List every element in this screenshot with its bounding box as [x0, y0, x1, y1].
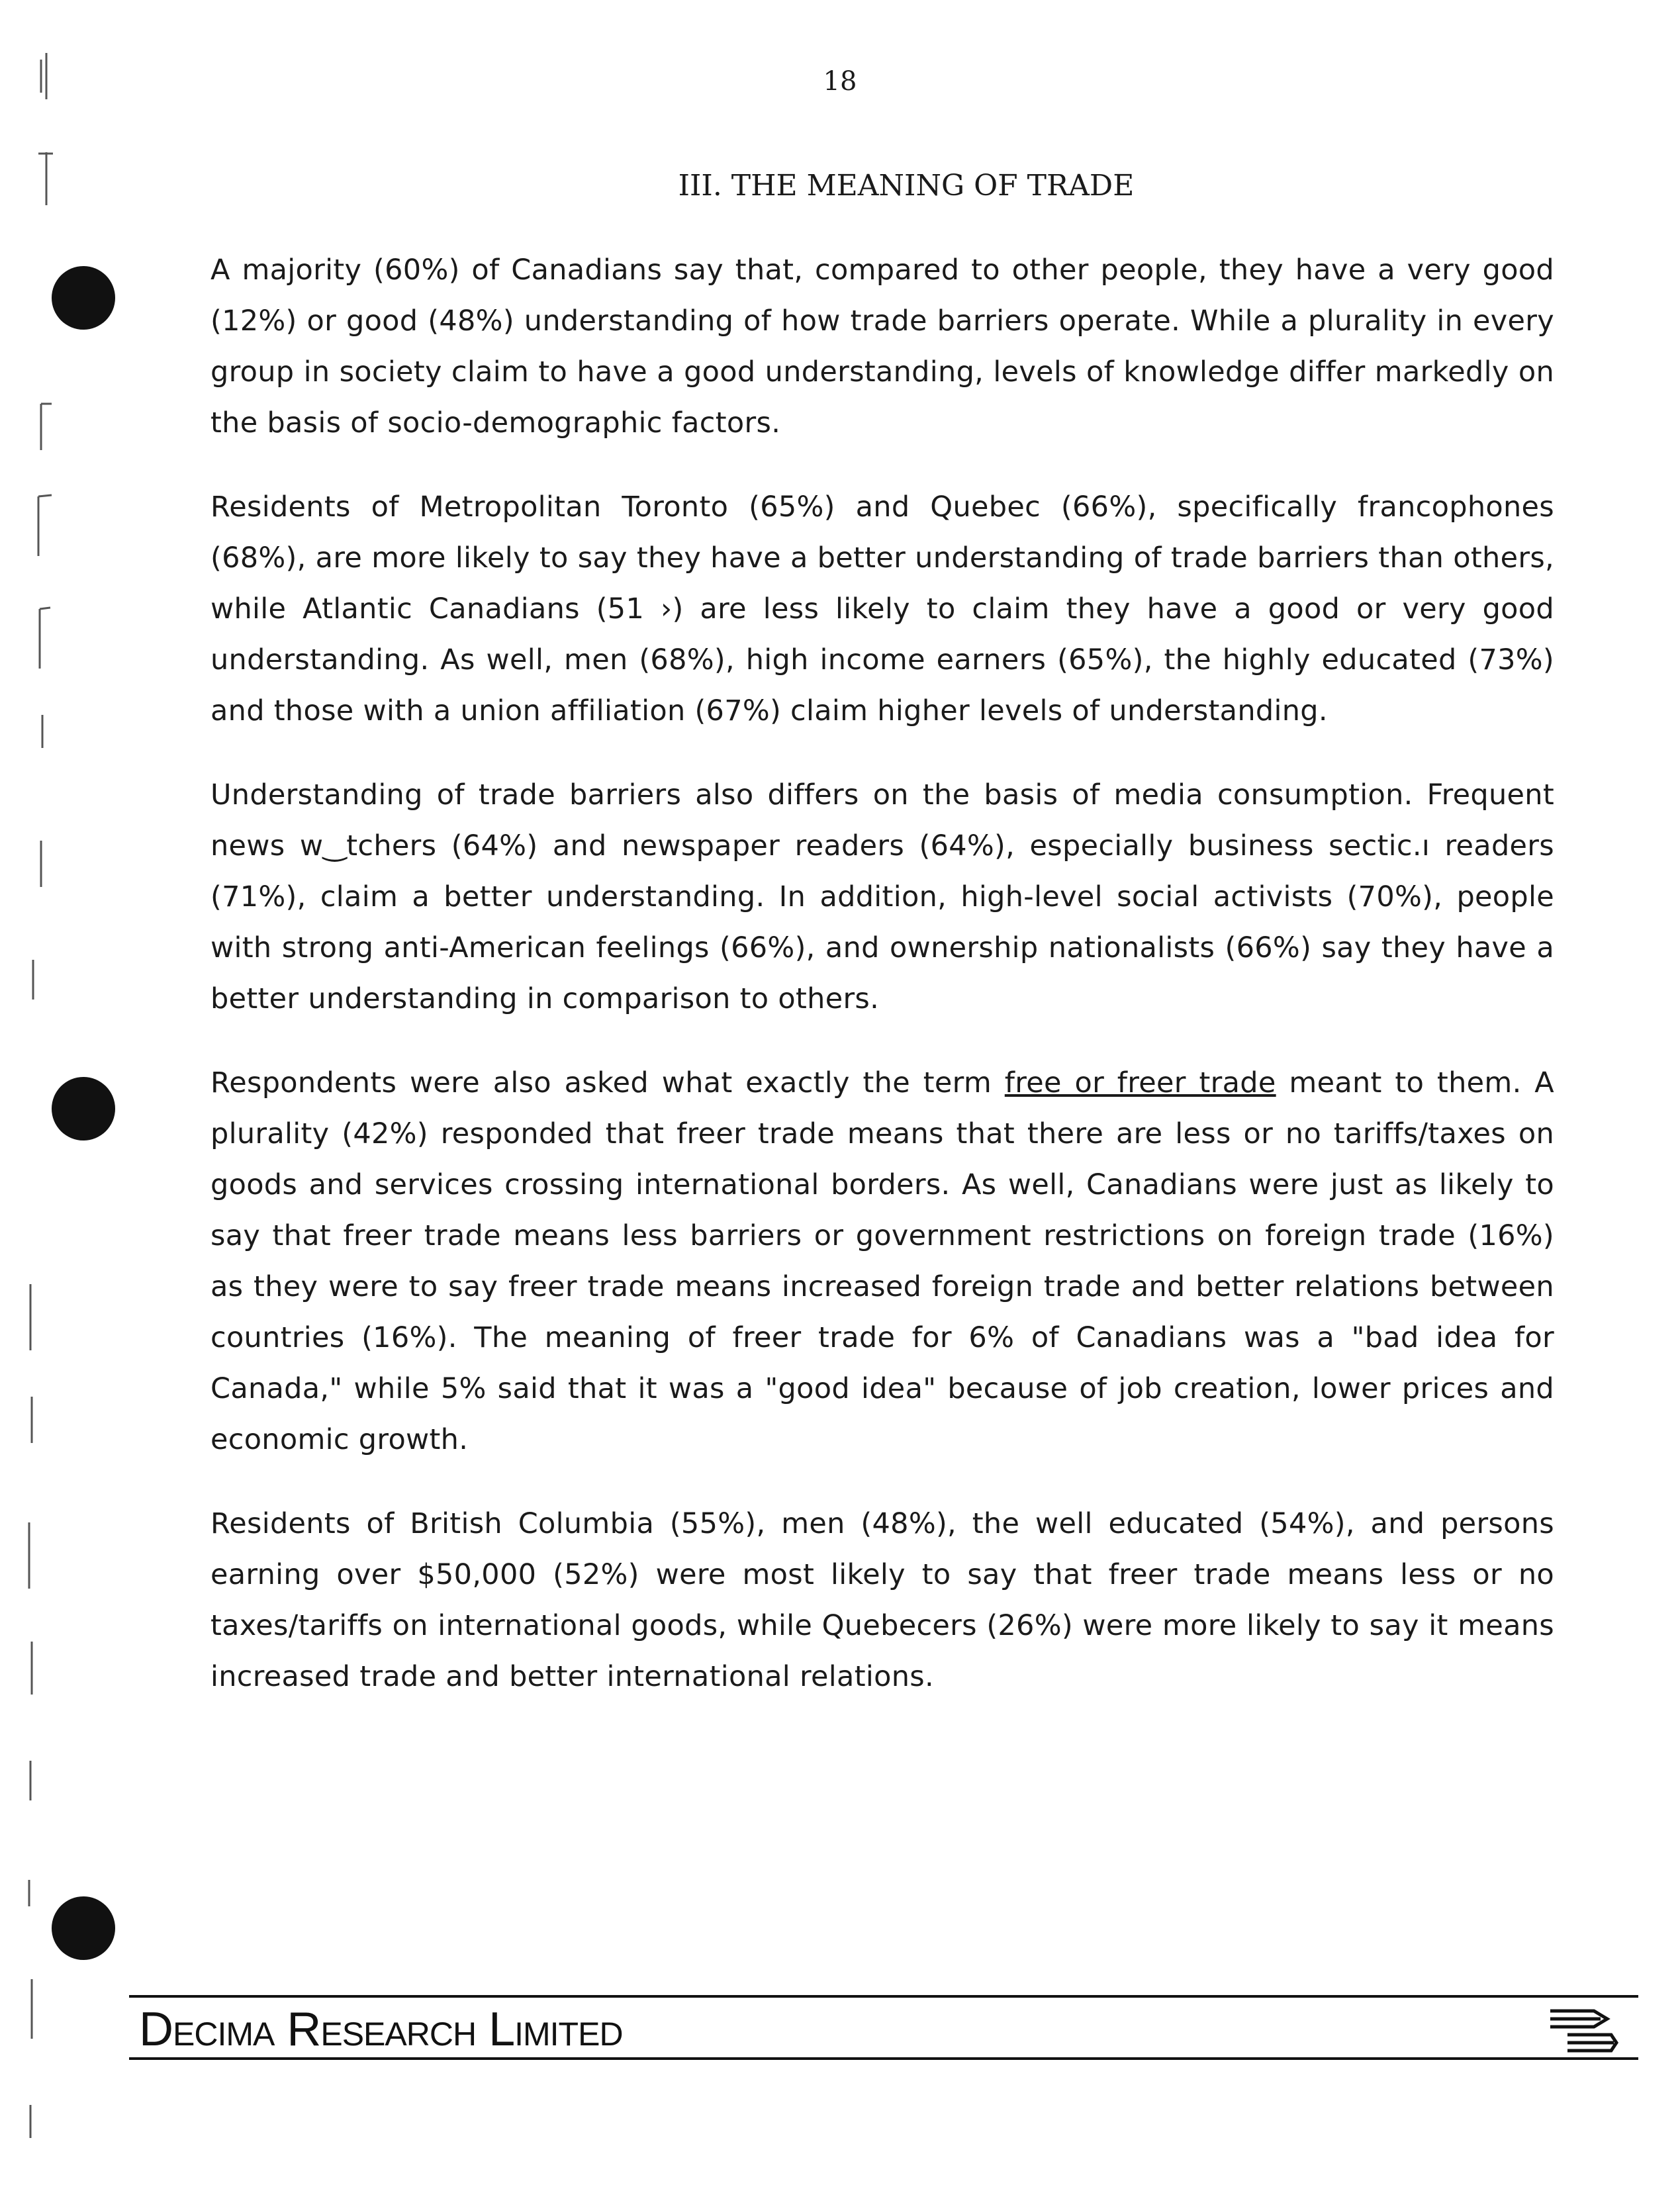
footer-brand: Decima Research Limited [139, 2003, 623, 2056]
section-title: III. THE MEANING OF TRADE [678, 169, 1135, 203]
page-number: 18 [823, 66, 857, 97]
paragraph-demographics: Residents of British Columbia (55%), men (48%), the well educated (54%), and persons earning over $50,000 (52%) were most likely to say that freer trade means less or no taxes/tariffs on international goods, while Quebecers (26%) were more likely to say it means increased trade and better international relations. [210, 1507, 1554, 1693]
paragraph-meaning-rest: meant to them. A plurality (42%) responded that freer trade means that there are less or no tariffs/taxes on goods and services crossing international borders. As well, Canadians were just as likely to say that freer trade means less barriers or government restrictions on foreign trade (16%) as they were to say freer trade means increased foreign trade and better relations between countries (16%). The meaning of freer trade for 6% of Canadians was a "bad idea for Canada," while 5% said that it was a "good idea" because of job creation, lower prices and economic growth. [210, 1066, 1554, 1456]
footer-rule-top [129, 1995, 1638, 1998]
paragraph-understanding: A majority (60%) of Canadians say that, compared to other people, they have a very good (12%) or good (48%) understanding of how trade barriers operate. While a plurality in every group in society claim to have a good understanding, levels of knowledge differ markedly on the basis of socio-demographic factors. [210, 254, 1554, 440]
paragraph-meaning [210, 1058, 1554, 1466]
body-text [210, 245, 1554, 1736]
paragraph-regional: Residents of Metropolitan Toronto (65%) and Quebec (66%), specifically francophones (68%), are more likely to say they have a better understanding of trade barriers than others, while Atlantic Canadians (51 ›) are less likely to claim they have a good or very good understanding. As well, men (68%), high income earners (65%), the highly educated (73%) and those with a union affiliation (67%) claim higher levels of understanding. [210, 490, 1554, 727]
decima-logo-icon [1548, 2006, 1619, 2053]
paragraph-media: Understanding of trade barriers also differs on the basis of media consumption. Frequent news w‿tchers (64%) and newspaper readers (64%), especially business sectic.ı readers (71%), claim a better understanding. In addition, high-level social activists (70%), people with strong anti-American feelings (66%), and ownership nationalists (66%) say they have a better understanding in comparison to others. [210, 778, 1554, 1015]
paragraph-meaning-start: Respondents were also asked what exactly the term [210, 1066, 1005, 1099]
free-trade-term: free or freer trade [1004, 1066, 1276, 1099]
scan-margin-marks [0, 0, 73, 2187]
footer-rule-bottom [129, 2057, 1638, 2060]
